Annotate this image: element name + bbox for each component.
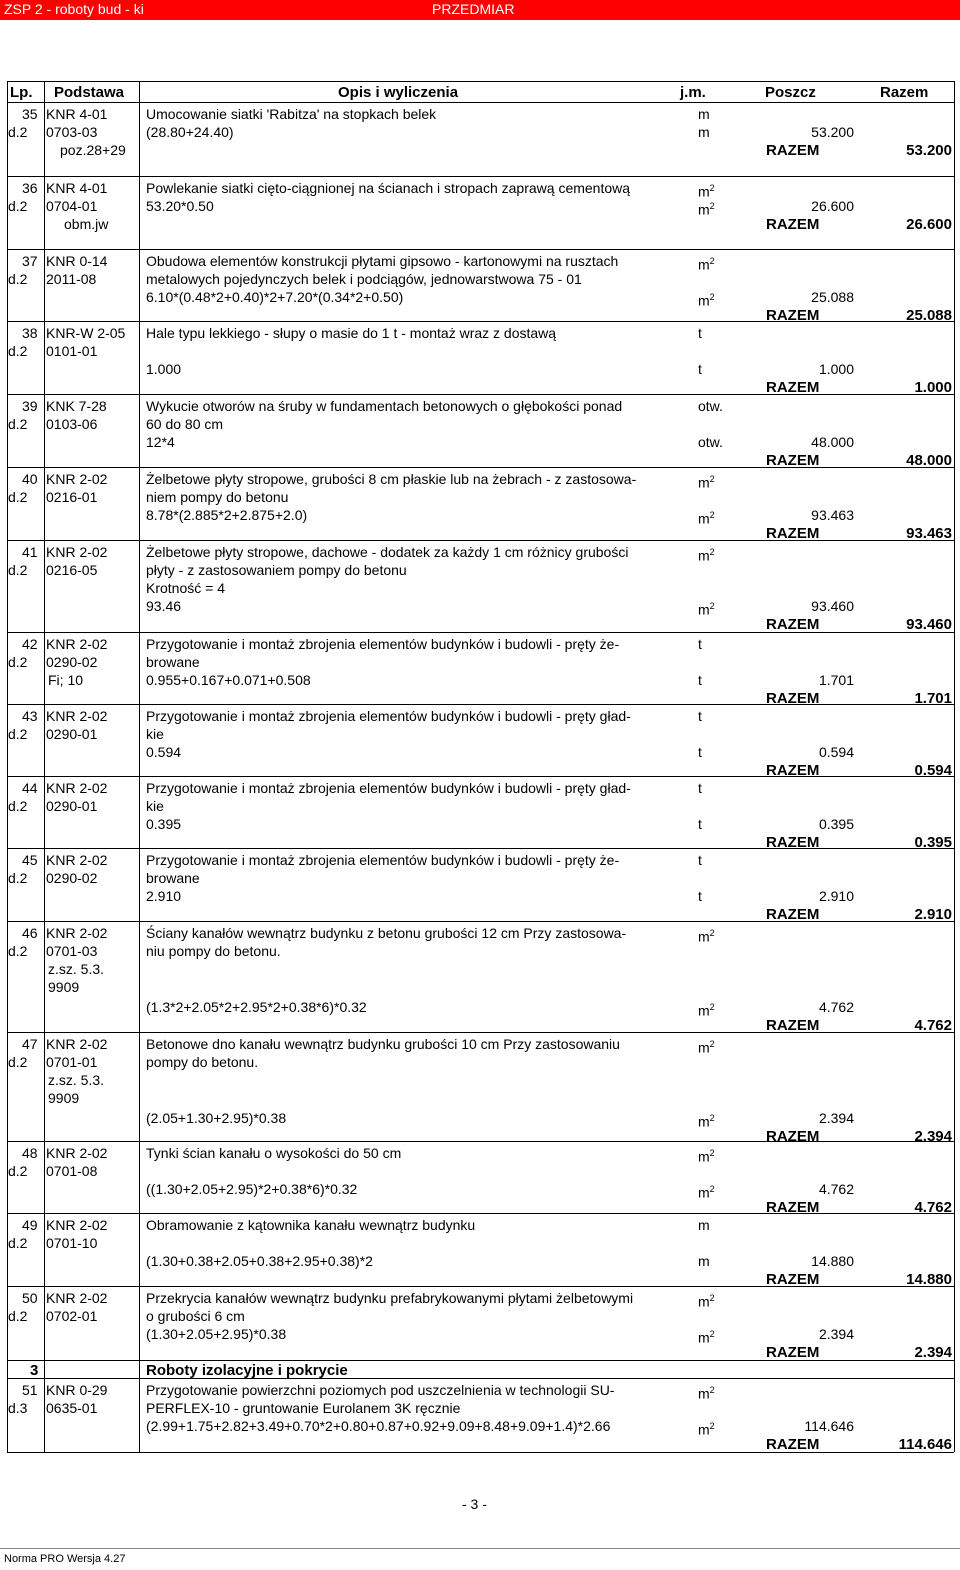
unit-base: m [698, 510, 710, 527]
row-description-line: Ściany kanałów wewnątrz budynku z betonu grubości 12 cm Przy zastosowa- [146, 925, 627, 941]
row-calc-unit: t [698, 744, 702, 760]
row-lp: 45 [22, 852, 38, 868]
row-poszcz: 2.394 [818, 1326, 854, 1342]
col-divider-podstawa [139, 81, 140, 1452]
header-opis: Opis i wyliczenia [338, 84, 459, 101]
row-podstawa-line: 0701-10 [46, 1235, 98, 1251]
unit-base: m [698, 1002, 710, 1019]
row-razem-label: RAZEM [766, 1017, 820, 1034]
row-poszcz: 48.000 [811, 434, 854, 450]
row-unit: m [698, 106, 710, 122]
row-description-line: pompy do betonu. [146, 1054, 259, 1070]
row-lp: 46 [22, 925, 38, 941]
unit-exponent: 2 [709, 256, 715, 266]
row-razem-label: RAZEM [766, 379, 820, 396]
row-description-line: kie [146, 798, 164, 814]
unit-exponent: 2 [709, 1039, 715, 1049]
row-lp: 51 [22, 1382, 38, 1398]
row-razem-value: 26.600 [906, 216, 952, 233]
row-razem-value: 114.646 [898, 1436, 952, 1453]
row-lp: 39 [22, 398, 38, 414]
row-podstawa-line: KNR 2-02 [46, 708, 108, 724]
row-lp: 35 [22, 106, 38, 122]
row-calculation: ((1.30+2.05+2.95)*2+0.38*6)*0.32 [146, 1181, 358, 1197]
row-sub: d.2 [8, 726, 28, 742]
unit-exponent: 2 [709, 201, 715, 211]
row-sub: d.2 [8, 562, 28, 578]
section-title: Roboty izolacyjne i pokrycie [146, 1362, 348, 1379]
row-podstawa-line: 9909 [48, 1090, 80, 1106]
row-calc-unit: otw. [698, 434, 723, 450]
unit-exponent: 2 [709, 183, 715, 193]
row-separator [7, 776, 954, 777]
row-lp: 44 [22, 780, 38, 796]
row-unit: t [698, 708, 702, 724]
row-poszcz: 1.000 [818, 361, 854, 377]
header-razem: Razem [880, 84, 929, 101]
row-sub: d.2 [8, 798, 28, 814]
row-podstawa-line: KNR 2-02 [46, 636, 108, 652]
row-description-line: Hale typu lekkiego - słupy o masie do 1 t - montaż wraz z dostawą [146, 325, 557, 341]
row-calculation: 53.20*0.50 [146, 198, 214, 214]
row-description-line: kie [146, 726, 164, 742]
row-lp: 49 [22, 1217, 38, 1233]
row-podstawa-line: z.sz. 5.3. [48, 961, 105, 977]
row-calc-unit: t [698, 361, 702, 377]
section-number: 3 [30, 1362, 39, 1379]
row-podstawa-line: 0290-01 [46, 798, 98, 814]
row-separator [7, 704, 954, 705]
unit-exponent: 2 [709, 1113, 715, 1123]
row-podstawa-line: KNR 2-02 [46, 1036, 108, 1052]
row-unit [698, 1145, 715, 1166]
row-description-line: browane [146, 654, 200, 670]
row-podstawa-line: 0290-01 [46, 726, 98, 742]
row-razem-value: 2.394 [914, 1344, 952, 1361]
row-calculation: 12*4 [146, 434, 175, 450]
row-description-line: metalowych pojedynczych belek i podciągów, jednowarstwowa 75 - 01 [146, 271, 582, 287]
unit-base: m [698, 1385, 710, 1402]
header-jm: j.m. [680, 84, 706, 101]
row-razem-label: RAZEM [766, 452, 820, 469]
unit-exponent: 2 [709, 510, 715, 520]
row-podstawa-line: 0290-02 [46, 654, 98, 670]
row-separator [7, 921, 954, 922]
row-podstawa-line: KNR 2-02 [46, 1145, 108, 1161]
unit-base: m [698, 183, 710, 200]
row-podstawa-line: KNR 2-02 [46, 852, 108, 868]
row-unit: m [698, 1217, 710, 1233]
row-lp: 36 [22, 180, 38, 196]
row-calc-unit [698, 507, 715, 528]
row-lp: 38 [22, 325, 38, 341]
unit-base: m [698, 1329, 710, 1346]
unit-base: m [698, 256, 710, 273]
row-separator [7, 1032, 954, 1033]
row-sub: d.2 [8, 1308, 28, 1324]
unit-base: m [698, 1148, 710, 1165]
row-separator [7, 249, 954, 250]
row-calculation: 0.955+0.167+0.071+0.508 [146, 672, 311, 688]
row-poszcz: 25.088 [811, 289, 854, 305]
row-sub: d.2 [8, 271, 28, 287]
row-poszcz: 26.600 [811, 198, 854, 214]
row-description-line: o grubości 6 cm [146, 1308, 245, 1324]
row-podstawa-line: KNR-W 2-05 [46, 325, 126, 341]
row-calculation: 93.46 [146, 598, 182, 614]
document-title: ZSP 2 - roboty bud - ki [4, 1, 144, 17]
row-razem-value: 1.000 [914, 379, 952, 396]
row-poszcz: 2.910 [818, 888, 854, 904]
row-podstawa-line: KNR 0-14 [46, 253, 108, 269]
page-number: - 3 - [462, 1496, 487, 1512]
row-razem-value: 0.594 [914, 762, 952, 779]
row-poszcz: 53.200 [811, 124, 854, 140]
row-razem-label: RAZEM [766, 834, 820, 851]
row-poszcz: 93.460 [811, 598, 854, 614]
row-description-line: Żelbetowe płyty stropowe, grubości 8 cm płaskie lub na żebrach - z zastosowa- [146, 471, 637, 487]
row-razem-label: RAZEM [766, 525, 820, 542]
row-calc-unit: t [698, 888, 702, 904]
row-description-line: Przygotowanie i montaż zbrojenia elementów budynków i budowli - pręty że- [146, 852, 620, 868]
unit-exponent: 2 [709, 1421, 715, 1431]
row-sub: d.2 [8, 198, 28, 214]
row-razem-value: 93.460 [906, 616, 952, 633]
row-separator [7, 321, 954, 322]
row-razem-label: RAZEM [766, 216, 820, 233]
row-separator [7, 1213, 954, 1214]
row-unit: t [698, 780, 702, 796]
unit-base: m [698, 1293, 710, 1310]
row-razem-label: RAZEM [766, 1436, 820, 1453]
row-podstawa-line: KNR 2-02 [46, 925, 108, 941]
row-description-line: niem pompy do betonu [146, 489, 289, 505]
row-razem-value: 2.394 [914, 1128, 952, 1145]
row-description-line: Wykucie otworów na śruby w fundamentach betonowych o głębokości ponad [146, 398, 623, 414]
row-separator [7, 176, 954, 177]
row-razem-label: RAZEM [766, 1128, 820, 1145]
document-section: PRZEDMIAR [432, 1, 515, 17]
row-calculation: 0.395 [146, 816, 182, 832]
row-lp: 43 [22, 708, 38, 724]
unit-exponent: 2 [709, 601, 715, 611]
row-sub: d.3 [8, 1400, 28, 1416]
unit-exponent: 2 [709, 547, 715, 557]
row-sub: d.2 [8, 870, 28, 886]
row-unit: t [698, 325, 702, 341]
row-separator [7, 394, 954, 395]
row-description-line: Żelbetowe płyty stropowe, dachowe - dodatek za każdy 1 cm różnicy grubości [146, 544, 629, 560]
row-calculation: 2.910 [146, 888, 182, 904]
row-podstawa-line: 0701-03 [46, 943, 98, 959]
row-unit: t [698, 636, 702, 652]
row-podstawa-line: 0216-01 [46, 489, 98, 505]
row-razem-label: RAZEM [766, 762, 820, 779]
table-right-border [954, 81, 955, 1452]
unit-exponent: 2 [709, 928, 715, 938]
row-razem-label: RAZEM [766, 616, 820, 633]
row-podstawa-line: 9909 [48, 979, 80, 995]
row-podstawa-line: 0701-08 [46, 1163, 98, 1179]
row-calculation: 0.594 [146, 744, 182, 760]
row-podstawa-line: KNR 2-02 [46, 1217, 108, 1233]
row-podstawa-line: KNR 4-01 [46, 180, 108, 196]
row-podstawa-line: 2011-08 [46, 271, 97, 287]
row-calculation: 8.78*(2.885*2+2.875+2.0) [146, 507, 308, 523]
row-razem-label: RAZEM [766, 906, 820, 923]
row-calc-unit: m [698, 1253, 710, 1269]
unit-exponent: 2 [709, 474, 715, 484]
unit-base: m [698, 474, 710, 491]
row-poszcz: 4.762 [818, 999, 854, 1015]
row-separator [7, 540, 954, 541]
row-description-line: płyty - z zastosowaniem pompy do betonu [146, 562, 407, 578]
row-lp: 37 [22, 253, 38, 269]
row-sub: d.2 [8, 1235, 28, 1251]
row-description-line: Przygotowanie powierzchni poziomych pod uszczelnienia w technologii SU- [146, 1382, 615, 1398]
row-calc-unit [698, 289, 715, 310]
row-separator [7, 102, 954, 103]
row-separator [7, 1286, 954, 1287]
row-calc-unit [698, 1110, 715, 1131]
title-bar [0, 0, 960, 20]
row-unit [698, 925, 715, 946]
row-poszcz: 93.463 [811, 507, 854, 523]
row-unit: otw. [698, 398, 723, 414]
header-poszcz: Poszcz [765, 84, 816, 101]
row-razem-label: RAZEM [766, 1199, 820, 1216]
unit-exponent: 2 [709, 1002, 715, 1012]
row-unit: t [698, 852, 702, 868]
header-lp: Lp. [10, 84, 33, 101]
unit-exponent: 2 [709, 1184, 715, 1194]
row-razem-value: 2.910 [914, 906, 952, 923]
row-podstawa-line: KNK 7-28 [46, 398, 107, 414]
row-sub: d.2 [8, 1163, 28, 1179]
row-poszcz: 1.701 [818, 672, 854, 688]
row-podstawa-line: 0290-02 [46, 870, 98, 886]
row-separator [7, 1360, 954, 1361]
row-lp: 47 [22, 1036, 38, 1052]
col-divider-lp [44, 81, 45, 1452]
row-lp: 41 [22, 544, 38, 560]
row-lp: 40 [22, 471, 38, 487]
row-description-line: Przygotowanie i montaż zbrojenia elementów budynków i budowli - pręty gład- [146, 708, 631, 724]
row-poszcz: 114.646 [804, 1418, 854, 1434]
row-sub: d.2 [8, 1054, 28, 1070]
row-podstawa-line: KNR 2-02 [46, 544, 108, 560]
row-lp: 48 [22, 1145, 38, 1161]
row-podstawa-line: 0703-03 [46, 124, 98, 140]
row-separator [7, 848, 954, 849]
row-calculation: 6.10*(0.48*2+0.40)*2+7.20*(0.34*2+0.50) [146, 289, 404, 305]
row-razem-value: 1.701 [914, 690, 952, 707]
unit-exponent: 2 [709, 1148, 715, 1158]
row-description-line: PERFLEX-10 - gruntowanie Eurolanem 3K ręcznie [146, 1400, 461, 1416]
row-razem-value: 4.762 [914, 1017, 952, 1034]
row-calc-unit [698, 198, 715, 219]
row-description-line: Obudowa elementów konstrukcji płytami gipsowo - kartonowymi na rusztach [146, 253, 619, 269]
row-podstawa-line: 0701-01 [46, 1054, 98, 1070]
row-description-line: Tynki ścian kanału o wysokości do 50 cm [146, 1145, 402, 1161]
row-separator [7, 467, 954, 468]
unit-exponent: 2 [709, 1329, 715, 1339]
row-calc-unit [698, 1326, 715, 1347]
row-razem-label: RAZEM [766, 690, 820, 707]
row-podstawa-line: 0103-06 [46, 416, 98, 432]
row-description-line: Przygotowanie i montaż zbrojenia elementów budynków i budowli - pręty że- [146, 636, 620, 652]
row-sub: d.2 [8, 124, 28, 140]
row-poszcz: 4.762 [818, 1181, 854, 1197]
row-calculation: (1.30+2.05+2.95)*0.38 [146, 1326, 287, 1342]
row-calc-unit [698, 999, 715, 1020]
unit-base: m [698, 1421, 710, 1438]
row-description-line: browane [146, 870, 200, 886]
header-podstawa: Podstawa [54, 84, 125, 101]
row-razem-label: RAZEM [766, 1344, 820, 1361]
row-separator [7, 1141, 954, 1142]
row-lp: 42 [22, 636, 38, 652]
row-calculation: (2.99+1.75+2.82+3.49+0.70*2+0.80+0.87+0.92+9.09+8.48+9.09+1.4)*2.66 [146, 1418, 611, 1434]
row-unit [698, 253, 715, 274]
row-description-line: Obramowanie z kątownika kanału wewnątrz budynku [146, 1217, 476, 1233]
row-podstawa-line: obm.jw [64, 216, 109, 232]
row-poszcz: 0.594 [818, 744, 854, 760]
row-razem-label: RAZEM [766, 142, 820, 159]
row-podstawa-line: poz.28+29 [60, 142, 126, 158]
row-poszcz: 0.395 [818, 816, 854, 832]
row-calc-unit [698, 1418, 715, 1439]
row-podstawa-line: z.sz. 5.3. [48, 1072, 105, 1088]
row-podstawa-line: KNR 4-01 [46, 106, 108, 122]
row-sub: d.2 [8, 943, 28, 959]
row-podstawa-line: Fi; 10 [48, 672, 84, 688]
footer-divider [0, 1548, 960, 1549]
row-razem-value: 25.088 [906, 307, 952, 324]
unit-base: m [698, 201, 710, 218]
unit-base: m [698, 601, 710, 618]
row-razem-value: 53.200 [906, 142, 952, 159]
row-podstawa-line: KNR 0-29 [46, 1382, 108, 1398]
unit-base: m [698, 928, 710, 945]
row-calc-unit: m [698, 124, 710, 140]
row-podstawa-line: 0704-01 [46, 198, 98, 214]
row-calculation: (2.05+1.30+2.95)*0.38 [146, 1110, 287, 1126]
row-razem-label: RAZEM [766, 307, 820, 324]
row-sub: d.2 [8, 416, 28, 432]
row-calculation: (1.3*2+2.05*2+2.95*2+0.38*6)*0.32 [146, 999, 367, 1015]
software-version: Norma PRO Wersja 4.27 [4, 1553, 126, 1565]
row-podstawa-line: 0216-05 [46, 562, 98, 578]
unit-exponent: 2 [709, 292, 715, 302]
row-separator [7, 632, 954, 633]
row-unit [698, 471, 715, 492]
unit-base: m [698, 292, 710, 309]
row-description-line: Umocowanie siatki 'Rabitza' na stopkach belek [146, 106, 437, 122]
row-razem-value: 14.880 [906, 1271, 952, 1288]
row-razem-value: 93.463 [906, 525, 952, 542]
row-podstawa-line: KNR 2-02 [46, 780, 108, 796]
row-razem-value: 0.395 [914, 834, 952, 851]
unit-base: m [698, 1184, 710, 1201]
unit-base: m [698, 1039, 710, 1056]
row-razem-value: 48.000 [906, 452, 952, 469]
row-description-line: Powlekanie siatki cięto-ciągnionej na ścianach i stropach zaprawą cementową [146, 180, 631, 196]
unit-exponent: 2 [709, 1385, 715, 1395]
row-description-line: Przygotowanie i montaż zbrojenia elementów budynków i budowli - pręty gład- [146, 780, 631, 796]
row-calc-unit: t [698, 816, 702, 832]
row-podstawa-line: 0702-01 [46, 1308, 98, 1324]
row-sub: d.2 [8, 343, 28, 359]
row-calculation: (28.80+24.40) [146, 124, 234, 140]
unit-exponent: 2 [709, 1293, 715, 1303]
row-podstawa-line: 0635-01 [46, 1400, 98, 1416]
row-calc-unit: t [698, 672, 702, 688]
row-calculation: (1.30+0.38+2.05+0.38+2.95+0.38)*2 [146, 1253, 373, 1269]
unit-base: m [698, 547, 710, 564]
row-unit [698, 544, 715, 565]
unit-base: m [698, 1113, 710, 1130]
row-podstawa-line: KNR 2-02 [46, 471, 108, 487]
row-podstawa-line: 0101-01 [46, 343, 98, 359]
row-unit [698, 1290, 715, 1311]
row-poszcz: 14.880 [811, 1253, 854, 1269]
row-poszcz: 2.394 [818, 1110, 854, 1126]
row-razem-value: 4.762 [914, 1199, 952, 1216]
row-calculation: 1.000 [146, 361, 182, 377]
row-razem-label: RAZEM [766, 1271, 820, 1288]
row-description-line: Krotność = 4 [146, 580, 225, 596]
row-podstawa-line: KNR 2-02 [46, 1290, 108, 1306]
row-description-line: Przekrycia kanałów wewnątrz budynku prefabrykowanymi płytami żelbetowymi [146, 1290, 634, 1306]
row-unit [698, 1382, 715, 1403]
row-description-line: Betonowe dno kanału wewnątrz budynku grubości 10 cm Przy zastosowaniu [146, 1036, 620, 1052]
row-lp: 50 [22, 1290, 38, 1306]
row-calc-unit [698, 598, 715, 619]
row-calc-unit [698, 1181, 715, 1202]
row-sub: d.2 [8, 489, 28, 505]
row-description-line: niu pompy do betonu. [146, 943, 281, 959]
row-description-line: 60 do 80 cm [146, 416, 224, 432]
table-top-border [7, 81, 954, 82]
row-unit [698, 1036, 715, 1057]
row-sub: d.2 [8, 654, 28, 670]
